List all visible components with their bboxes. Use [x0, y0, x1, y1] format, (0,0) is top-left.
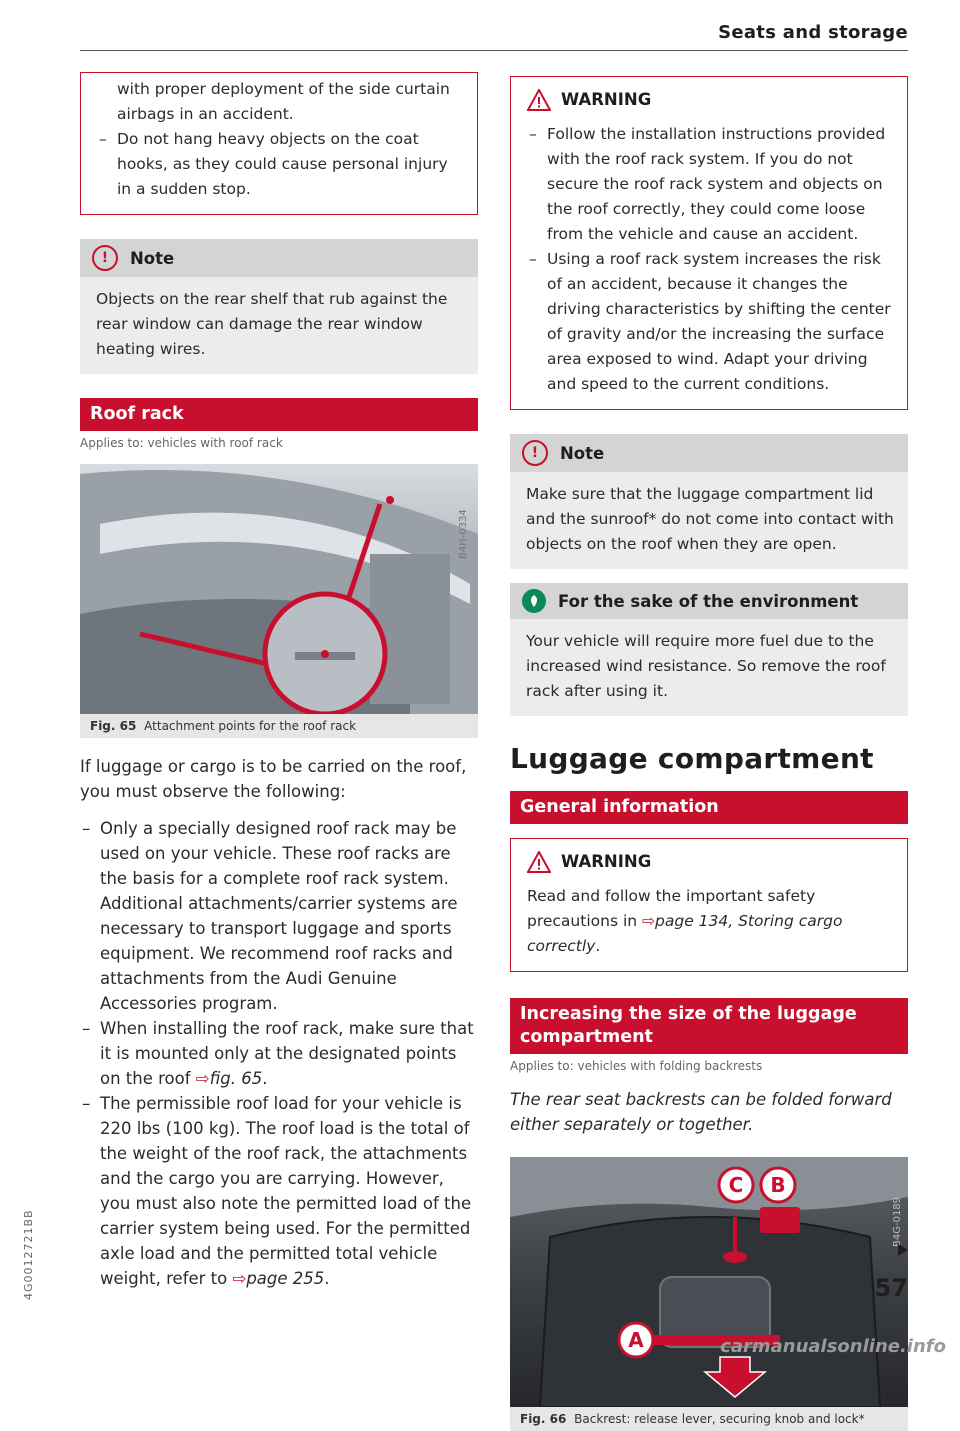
- warning-triangle-icon: [527, 851, 551, 873]
- left-column: [80, 72, 478, 1291]
- link-arrow-icon: ⇨: [195, 1069, 210, 1088]
- list-item: – Do not hang heavy objects on the coat hooks, as they could cause personal injury in a sudden stop.: [97, 127, 461, 202]
- warning-title: WARNING: [561, 852, 652, 871]
- luggage-warning-box: [510, 838, 908, 972]
- figure-65-caption-text: Attachment points for the roof rack: [144, 719, 357, 733]
- figure-65-code: B4H-0334: [458, 509, 469, 559]
- note-text: Objects on the rear shelf that rub against the rear window can damage the rear window heating wires.: [96, 290, 448, 358]
- continue-arrow-icon: [898, 1244, 908, 1256]
- environment-text: Your vehicle will require more fuel due to the increased wind resistance. So remove the roof rack after using it.: [526, 632, 886, 700]
- warning-header: [527, 87, 891, 112]
- note-title: Note: [130, 248, 175, 268]
- section-title-roof-rack: Roof rack: [80, 398, 478, 431]
- warning-continued-list: [97, 127, 461, 202]
- page-header-title: Seats and storage: [718, 22, 908, 43]
- figure-66-code: B4G-0189: [892, 1196, 903, 1247]
- environment-title: For the sake of the environment: [558, 591, 859, 611]
- figure-65-image: [80, 464, 478, 714]
- right-column: [510, 76, 908, 1431]
- warning-box: [510, 76, 908, 410]
- roof-rack-illustration: [80, 464, 478, 714]
- luggage-warning-text: [527, 884, 891, 959]
- link-arrow-icon: ⇨: [642, 912, 656, 930]
- list-item: – Only a specially designed roof rack may be used on your vehicle. These roof racks are the basis for a complete roof rack system. Additional attachments/carrier systems are necessary to transport luggage and sports equipment. We recommend roof racks and attachments from the Audi Genuine Accessories program.: [80, 816, 478, 1016]
- watermark-text: carmanualsonline.info: [720, 1336, 946, 1357]
- callout-c: C: [728, 1173, 744, 1197]
- section-title-general-information: General information: [510, 791, 908, 824]
- page-number: 57: [874, 1274, 908, 1302]
- figure-66-label: Fig. 66: [520, 1412, 567, 1426]
- page-reference-link[interactable]: page 134, Storing cargo correctly: [527, 912, 843, 955]
- warning-list: [527, 122, 891, 397]
- environment-block: [510, 583, 908, 716]
- luggage-heading: Luggage compartment: [510, 742, 874, 775]
- list-item: – Follow the installation instructions provided with the roof rack system. If you do not secure the roof rack system and objects on the roof correctly, they could come loose from the vehicle and cause an accident.: [527, 122, 891, 247]
- figure-65-caption: [80, 714, 478, 738]
- figure-reference-link[interactable]: fig. 65: [209, 1069, 263, 1088]
- list-item: [80, 1091, 478, 1291]
- list-item-end: .: [324, 1269, 330, 1288]
- note-title: Note: [560, 443, 605, 463]
- leaf-icon: [522, 589, 546, 613]
- note-text: Make sure that the luggage compartment lid and the sunroof* do not come into contact with objects on the roof when they are open.: [526, 485, 894, 553]
- link-arrow-icon: ⇨: [232, 1269, 247, 1288]
- warning-title: WARNING: [561, 90, 652, 109]
- page-reference-link[interactable]: page 255: [246, 1269, 325, 1288]
- callout-a: A: [628, 1328, 644, 1352]
- section-lead-text: The rear seat backrests can be folded forward either separately or together.: [510, 1090, 892, 1134]
- header-divider: [80, 50, 908, 51]
- document-code: 4G0012721BB: [22, 1209, 35, 1300]
- figure-66-caption-text: Backrest: release lever, securing knob and lock*: [574, 1412, 865, 1426]
- note-icon: !: [522, 440, 548, 466]
- note-header: [510, 434, 908, 472]
- note-block-right: [510, 434, 908, 569]
- note-header: [80, 239, 478, 277]
- roof-rack-list: [80, 816, 478, 1291]
- note-block: [80, 239, 478, 374]
- figure-65-label: Fig. 65: [90, 719, 137, 733]
- backrest-illustration: [510, 1157, 908, 1407]
- warning-text: Read and follow the important safety precautions in: [527, 887, 816, 930]
- applies-to-text: Applies to: vehicles with folding backrests: [510, 1059, 763, 1073]
- warning-triangle-icon: [527, 89, 551, 111]
- list-item: – Using a roof rack system increases the risk of an accident, because it changes the driving characteristics by shifting the center of gravity and/or the increasing the surface area exposed to wind. Adapt your driving and speed to the current conditions.: [527, 247, 891, 397]
- callout-b: B: [770, 1173, 786, 1197]
- section-title-increasing-size: Increasing the size of the luggage compartment: [510, 998, 908, 1054]
- warning-text-end: .: [595, 937, 601, 955]
- list-item-end: .: [262, 1069, 268, 1088]
- list-item: [80, 1016, 478, 1091]
- environment-header: [510, 583, 908, 619]
- list-item-text: The permissible roof load for your vehicle is 220 lbs (100 kg). The roof load is the total of the weight of the roof rack, the attachments and the cargo you are carrying. However, you must also note the permitted load of the carrier system being used. For the permitted axle load and the permitted total vehicle weight, refer to: [100, 1094, 472, 1288]
- figure-66-caption: [510, 1407, 908, 1431]
- applies-to-text: Applies to: vehicles with roof rack: [80, 436, 283, 450]
- list-item-text: When installing the roof rack, make sure that it is mounted only at the designated points on the roof: [100, 1019, 474, 1088]
- figure-66-image: [510, 1157, 908, 1407]
- warning-header: [527, 849, 891, 874]
- roof-rack-intro: If luggage or cargo is to be carried on the roof, you must observe the following:: [80, 757, 467, 801]
- warning-continued-text: with proper deployment of the side curtain airbags in an accident.: [117, 80, 450, 123]
- warning-continued-box: [80, 72, 478, 215]
- note-icon: !: [92, 245, 118, 271]
